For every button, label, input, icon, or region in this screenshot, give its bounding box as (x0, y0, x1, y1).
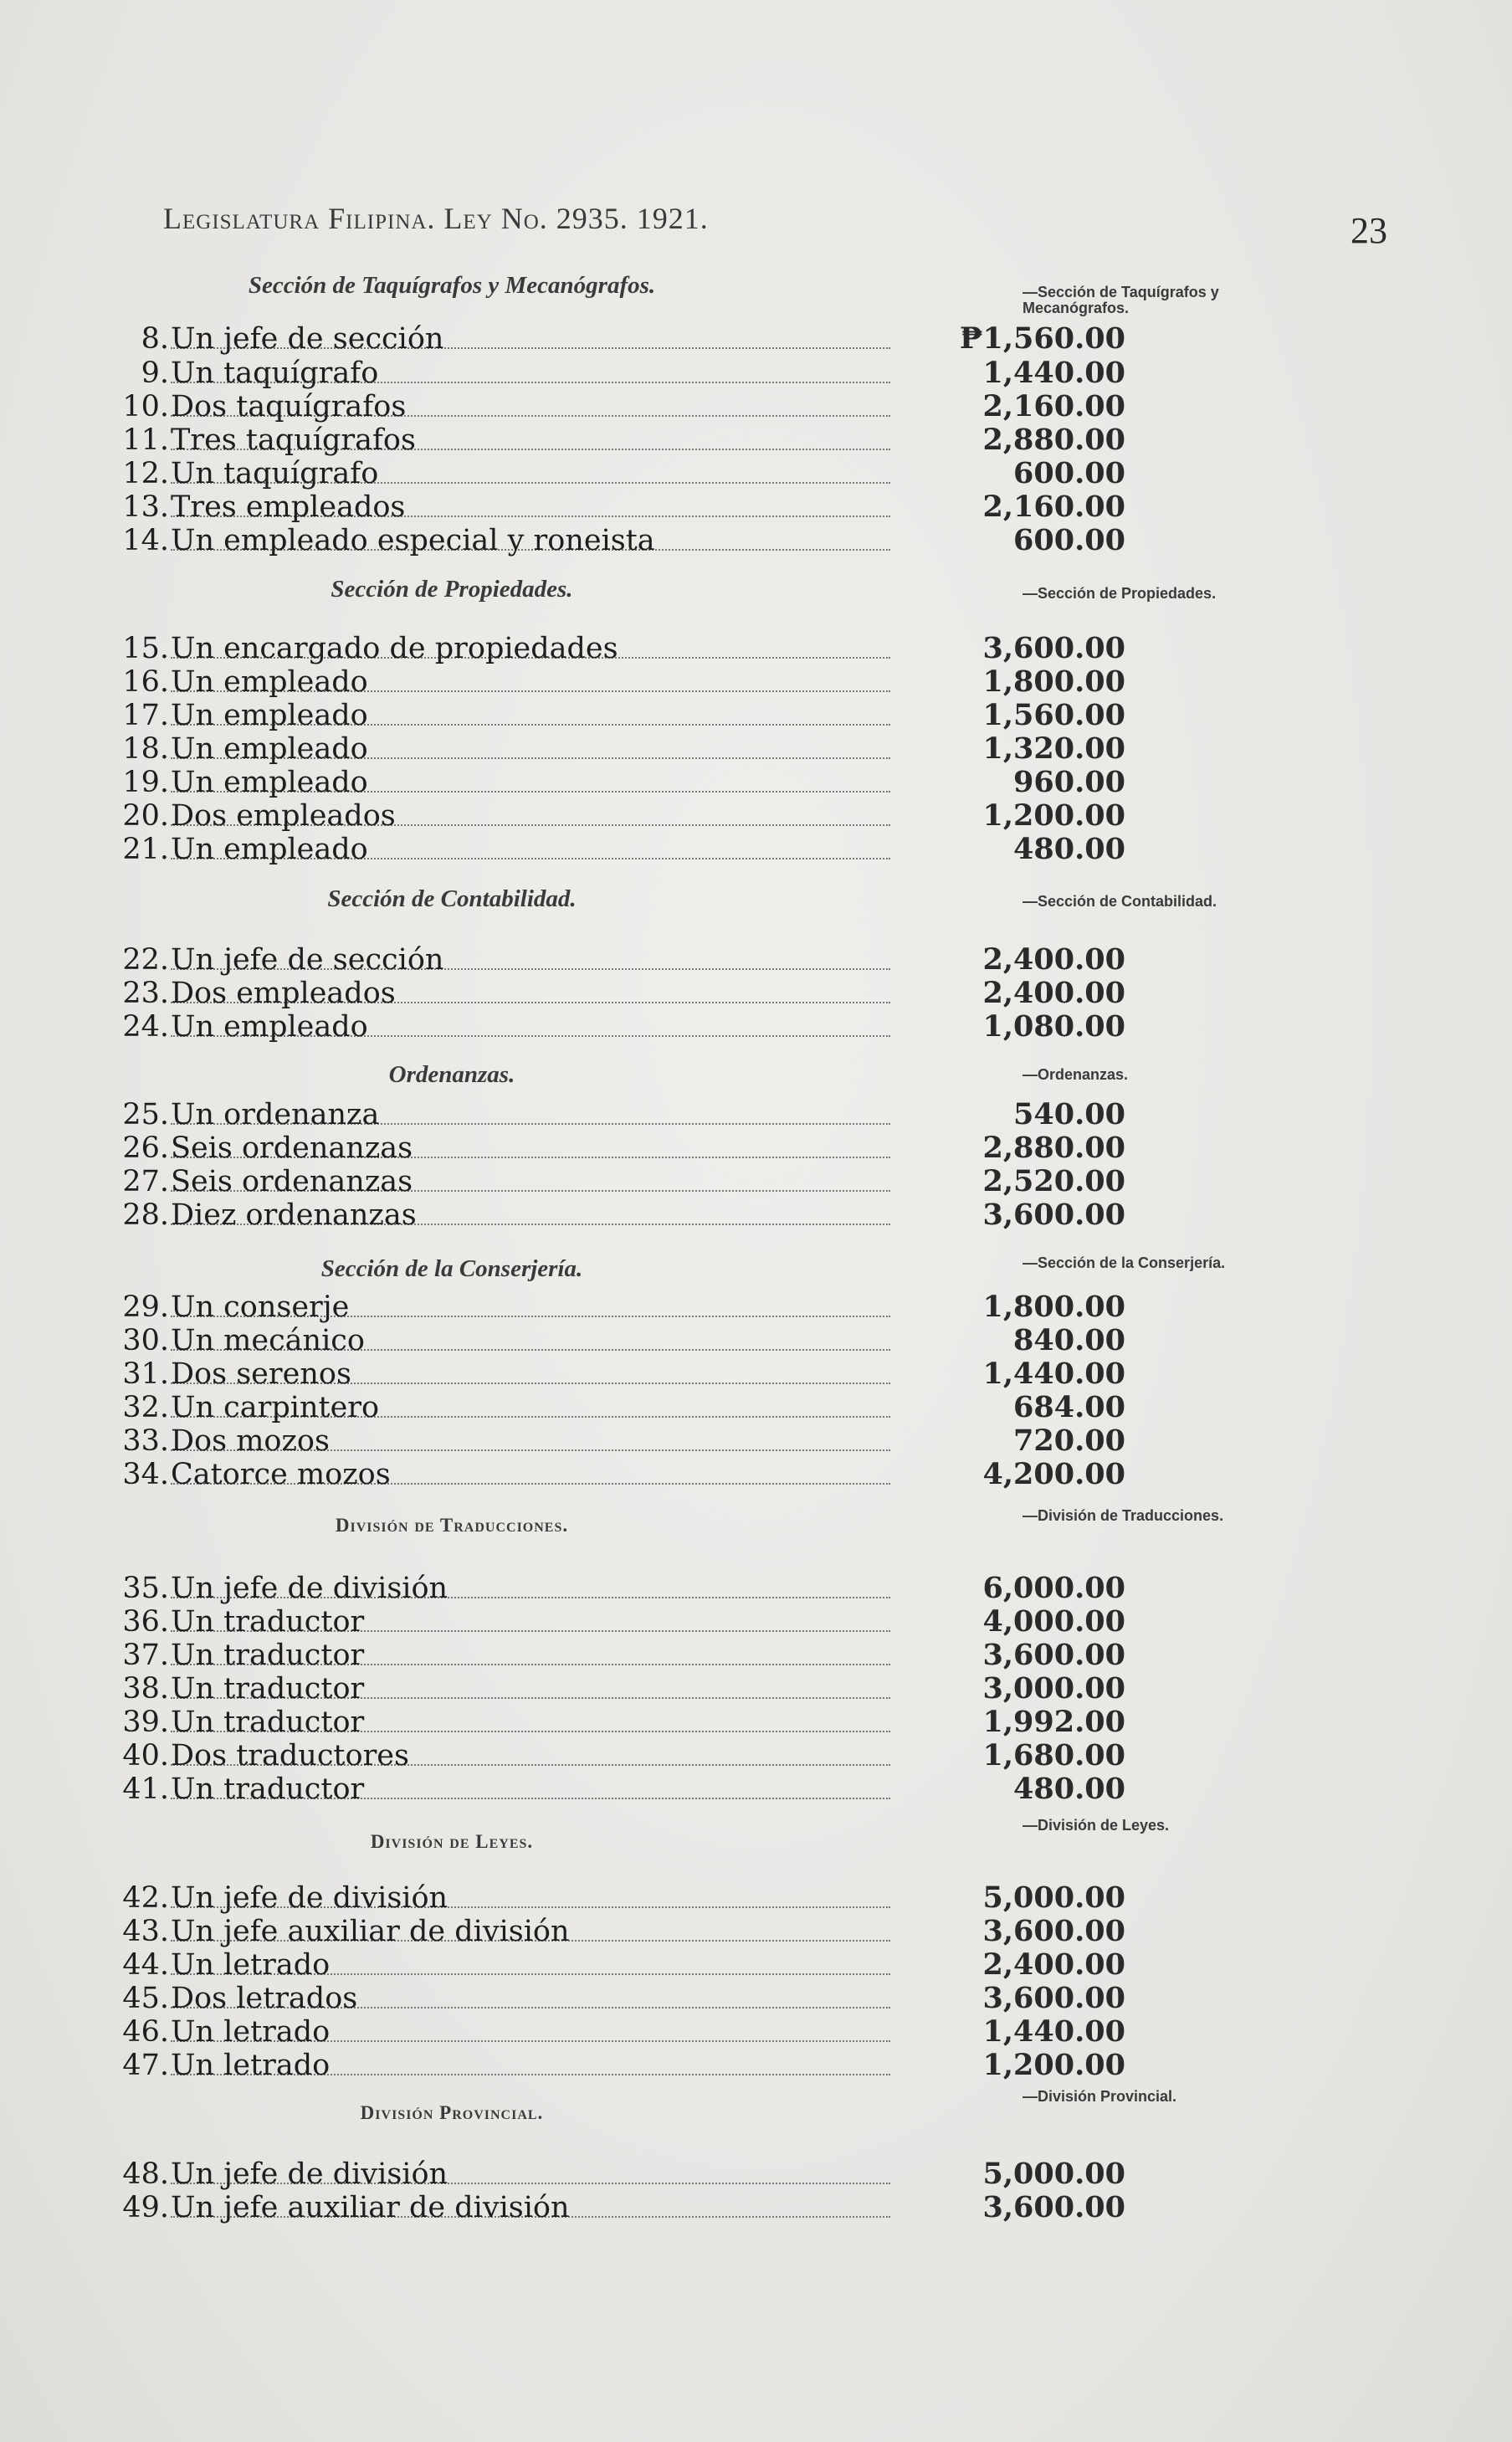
section-title-conserjeria: Sección de la Conserjería. (320, 1255, 583, 1282)
item-number: 37. (122, 1639, 169, 1672)
item-amount: 2,400.00 (982, 976, 1125, 1010)
item-amount: 5,000.00 (982, 2157, 1125, 2191)
item-description: Dos empleados (171, 799, 396, 833)
item-amount: 2,160.00 (982, 389, 1125, 423)
item-description: Dos mozos (171, 1424, 330, 1458)
item-description: Un empleado (171, 665, 368, 699)
item-number: 36. (122, 1605, 169, 1639)
table-row (109, 1638, 1125, 1672)
table-row (109, 490, 1125, 524)
item-description: Un letrado (171, 1948, 331, 1982)
item-number: 27. (122, 1165, 169, 1198)
item-amount: 4,200.00 (982, 1457, 1125, 1491)
item-amount: 1,440.00 (982, 1357, 1125, 1391)
item-number: 39. (122, 1706, 169, 1739)
item-number: 34. (122, 1458, 169, 1491)
item-number: 22. (122, 943, 169, 977)
item-description: Un empleado (171, 699, 368, 732)
page-number: 23 (1351, 210, 1387, 251)
item-description: Un taquígrafo (171, 357, 379, 390)
item-number: 31. (122, 1357, 169, 1391)
section-title-ordenanzas: Ordenanzas. (388, 1061, 515, 1088)
item-amount: 6,000.00 (982, 1571, 1125, 1605)
division-title-traducciones: División de Traducciones. (335, 1515, 569, 1536)
item-number: 41. (122, 1773, 169, 1806)
margin-note-contabilidad: —Sección de Contabilidad. (1023, 893, 1217, 910)
table-row (109, 1390, 1125, 1424)
item-number: 48. (122, 2157, 169, 2191)
item-description: Dos serenos (171, 1357, 351, 1391)
table-row (109, 976, 1125, 1010)
table-row (109, 731, 1125, 766)
item-number: 35. (122, 1572, 169, 1605)
item-amount: 480.00 (1013, 1772, 1125, 1806)
table-row (109, 2190, 1125, 2224)
item-amount: 840.00 (1013, 1323, 1125, 1357)
item-description: Un letrado (171, 2049, 331, 2082)
table-row (109, 1947, 1125, 1982)
table-row (109, 389, 1125, 423)
item-amount: 720.00 (1013, 1424, 1125, 1458)
item-description: Dos letrados (171, 1982, 358, 2015)
table-row (109, 523, 1125, 557)
item-number: 12. (122, 457, 169, 490)
item-number: 25. (122, 1098, 169, 1131)
item-amount: 960.00 (1013, 765, 1125, 799)
item-number: 18. (122, 732, 169, 766)
table-row (109, 1705, 1125, 1739)
item-amount: 3,600.00 (982, 631, 1125, 665)
item-amount: 1,800.00 (982, 664, 1125, 699)
item-number: 49. (122, 2191, 169, 2224)
item-amount: 1,320.00 (982, 731, 1125, 766)
item-description: Un jefe de sección (171, 322, 444, 356)
section-title-propiedades: Sección de Propiedades. (331, 576, 573, 603)
table-row (109, 321, 1125, 356)
item-description: Tres empleados (171, 490, 406, 524)
item-description: Un conserje (171, 1290, 350, 1324)
item-number: 13. (122, 490, 169, 524)
item-number: 44. (122, 1948, 169, 1982)
item-description: Tres taquígrafos (171, 423, 416, 457)
table-row (109, 1738, 1125, 1773)
item-amount: 1,080.00 (982, 1009, 1125, 1044)
item-number: 47. (122, 2049, 169, 2082)
item-amount: 1,440.00 (982, 356, 1125, 390)
table-row (109, 1131, 1125, 1165)
item-amount: 2,400.00 (982, 942, 1125, 977)
item-amount: 2,400.00 (982, 1947, 1125, 1982)
item-amount: 600.00 (1013, 456, 1125, 490)
item-description: Seis ordenanzas (171, 1131, 413, 1165)
item-amount: 1,680.00 (982, 1738, 1125, 1773)
table-row (109, 765, 1125, 799)
item-number: 38. (122, 1672, 169, 1706)
table-row (109, 1880, 1125, 1915)
item-number: 32. (122, 1391, 169, 1424)
item-amount: 480.00 (1013, 832, 1125, 866)
item-description: Un mecánico (171, 1324, 365, 1357)
table-row (109, 1424, 1125, 1458)
table-row (109, 1097, 1125, 1131)
item-description: Un traductor (171, 1672, 365, 1706)
item-number: 26. (122, 1131, 169, 1165)
item-description: Un carpintero (171, 1391, 380, 1424)
table-row (109, 2048, 1125, 2082)
item-amount: 1,200.00 (982, 798, 1125, 833)
table-row (109, 1604, 1125, 1639)
item-number: 8. (141, 322, 169, 356)
item-number: 42. (122, 1881, 169, 1915)
item-amount: 1,992.00 (982, 1705, 1125, 1739)
item-amount: 3,000.00 (982, 1671, 1125, 1706)
item-description: Dos traductores (171, 1739, 409, 1773)
item-number: 28. (122, 1198, 169, 1232)
margin-note-propiedades: —Sección de Propiedades. (1023, 585, 1217, 602)
table-row (109, 1671, 1125, 1706)
item-amount: 1,800.00 (982, 1290, 1125, 1324)
margin-note-conserjeria: —Sección de la Conserjería. (1023, 1254, 1226, 1271)
table-row (109, 1290, 1125, 1324)
item-number: 40. (122, 1739, 169, 1773)
margin-note-leyes: —División de Leyes. (1023, 1817, 1170, 1834)
item-number: 14. (122, 524, 169, 557)
item-number: 29. (122, 1290, 169, 1324)
item-amount: ₱1,560.00 (959, 321, 1125, 356)
margin-note-ordenanzas: —Ordenanzas. (1023, 1066, 1129, 1083)
item-number: 24. (122, 1010, 169, 1044)
item-number: 20. (122, 799, 169, 833)
table-row (109, 1357, 1125, 1391)
item-description: Un traductor (171, 1706, 365, 1739)
item-description: Dos empleados (171, 977, 396, 1010)
item-amount: 1,440.00 (982, 2014, 1125, 2049)
item-amount: 540.00 (1013, 1097, 1125, 1131)
item-number: 21. (122, 833, 169, 866)
item-number: 17. (122, 699, 169, 732)
item-description: Un traductor (171, 1639, 365, 1672)
table-row (109, 1981, 1125, 2015)
section-title-taquigrafos: Sección de Taquígrafos y Mecanógrafos. (248, 272, 656, 299)
item-number: 30. (122, 1324, 169, 1357)
item-description: Un ordenanza (171, 1098, 380, 1131)
item-amount: 3,600.00 (982, 1198, 1125, 1232)
item-number: 33. (122, 1424, 169, 1458)
table-row (109, 1571, 1125, 1605)
item-description: Un empleado (171, 833, 368, 866)
item-description: Dos taquígrafos (171, 390, 407, 423)
table-row (109, 664, 1125, 699)
table-row (109, 1457, 1125, 1491)
item-number: 43. (122, 1915, 169, 1948)
item-description: Un jefe auxiliar de división (171, 1915, 570, 1948)
table-row (109, 1772, 1125, 1806)
item-description: Un empleado especial y roneista (171, 524, 655, 557)
item-number: 23. (122, 977, 169, 1010)
item-number: 11. (122, 423, 169, 457)
table-row (109, 1009, 1125, 1044)
item-amount: 4,000.00 (982, 1604, 1125, 1639)
item-amount: 3,600.00 (982, 1981, 1125, 2015)
margin-note-taquigrafos: —Sección de Taquígrafos y Mecanógrafos. (1023, 284, 1219, 316)
table-row (109, 1198, 1125, 1232)
section-title-contabilidad: Sección de Contabilidad. (327, 885, 577, 912)
table-row (109, 798, 1125, 833)
margin-note-provincial: —División Provincial. (1023, 2088, 1177, 2105)
item-amount: 600.00 (1013, 523, 1125, 557)
item-amount: 3,600.00 (982, 1914, 1125, 1948)
item-number: 16. (122, 665, 169, 699)
item-number: 45. (122, 1982, 169, 2015)
item-amount: 3,600.00 (982, 1638, 1125, 1672)
table-row (109, 456, 1125, 490)
item-amount: 1,200.00 (982, 2048, 1125, 2082)
item-description: Un jefe auxiliar de división (171, 2191, 570, 2224)
division-title-leyes: División de Leyes. (370, 1831, 534, 1852)
item-description: Un jefe de sección (171, 943, 444, 977)
table-row (109, 942, 1125, 977)
item-number: 9. (141, 357, 169, 390)
table-row (109, 423, 1125, 457)
item-description: Seis ordenanzas (171, 1165, 413, 1198)
item-amount: 2,880.00 (982, 1131, 1125, 1165)
item-number: 10. (122, 390, 169, 423)
table-row (109, 1914, 1125, 1948)
item-description: Un taquígrafo (171, 457, 379, 490)
item-amount: 684.00 (1013, 1390, 1125, 1424)
item-amount: 2,520.00 (982, 1164, 1125, 1198)
table-row (109, 2014, 1125, 2049)
table-row (109, 2157, 1125, 2191)
item-description: Un letrado (171, 2015, 331, 2049)
table-row (109, 832, 1125, 866)
item-description: Un jefe de división (171, 1881, 448, 1915)
item-description: Un empleado (171, 732, 368, 766)
item-description: Un empleado (171, 1010, 368, 1044)
division-title-provincial: División Provincial. (360, 2102, 544, 2123)
item-description: Un traductor (171, 1605, 365, 1639)
running-header: Legislatura Filipina. Ley No. 2935. 1921. (163, 202, 709, 235)
item-amount: 2,160.00 (982, 490, 1125, 524)
item-number: 19. (122, 766, 169, 799)
item-number: 46. (122, 2015, 169, 2049)
table-row (109, 698, 1125, 732)
item-amount: 3,600.00 (982, 2190, 1125, 2224)
item-number: 15. (122, 632, 169, 665)
item-description: Un jefe de división (171, 2157, 448, 2191)
table-row (109, 631, 1125, 665)
item-description: Un traductor (171, 1773, 365, 1806)
margin-note-traducciones: —División de Traducciones. (1023, 1507, 1224, 1524)
item-amount: 1,560.00 (982, 698, 1125, 732)
item-description: Un jefe de división (171, 1572, 448, 1605)
item-description: Un encargado de propiedades (171, 632, 618, 665)
table-row (109, 356, 1125, 390)
item-description: Diez ordenanzas (171, 1198, 417, 1232)
item-description: Catorce mozos (171, 1458, 391, 1491)
item-description: Un empleado (171, 766, 368, 799)
item-amount: 5,000.00 (982, 1880, 1125, 1915)
item-amount: 2,880.00 (982, 423, 1125, 457)
table-row (109, 1323, 1125, 1357)
table-row (109, 1164, 1125, 1198)
